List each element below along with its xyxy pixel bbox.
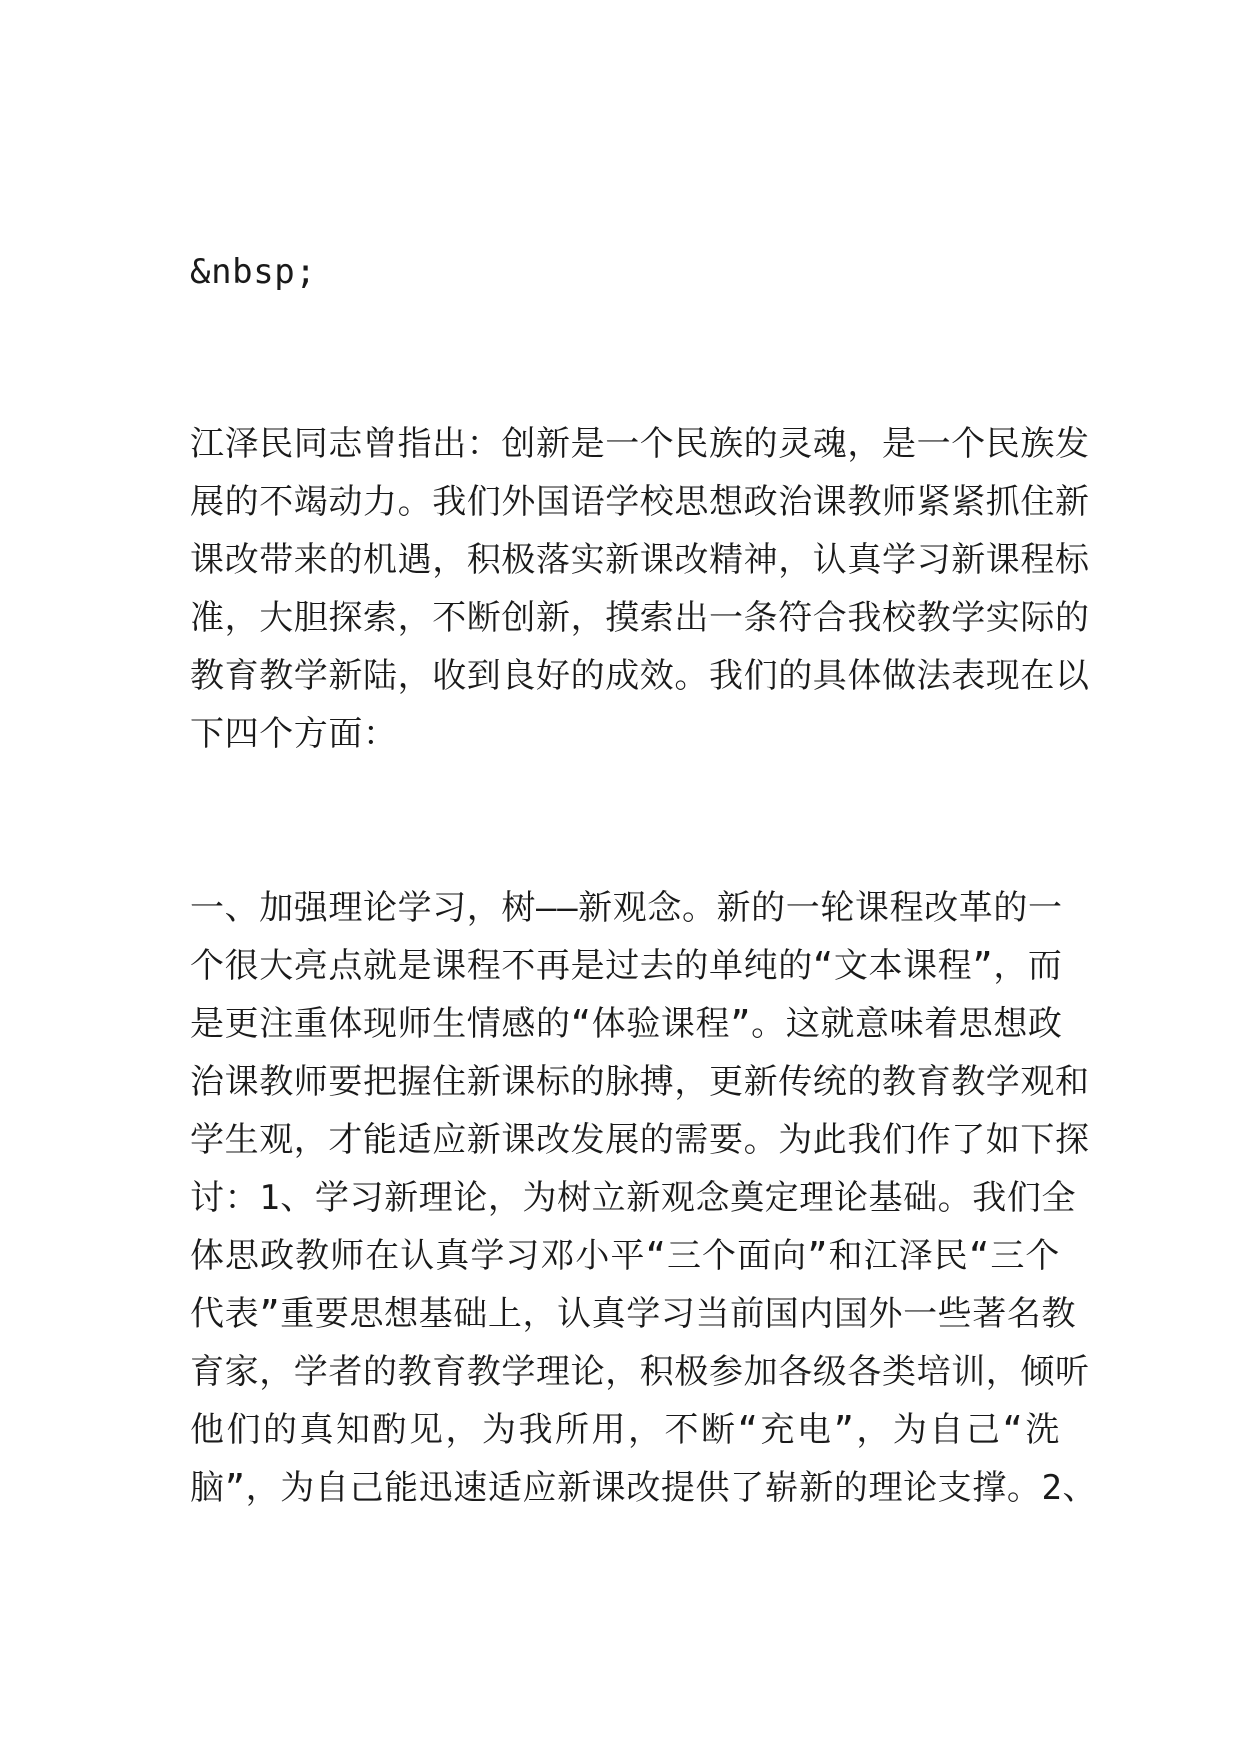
paragraph-line: 教育教学新陆，收到良好的成效。我们的具体做法表现在以 (190, 656, 1090, 696)
paragraph-line: 代表”重要思想基础上，认真学习当前国内国外一些著名教 (190, 1294, 1077, 1334)
paragraph-line: 讨：1、学习新理论，为树立新观念奠定理论基础。我们全 (190, 1178, 1077, 1218)
paragraph-line: 他们的真知酌见，为我所用，不断“充电”，为自己“洗 (190, 1410, 1060, 1450)
paragraph-line: 下四个方面： (190, 714, 398, 754)
nbsp-placeholder-text: &nbsp; (190, 252, 317, 292)
paragraph-line: 一、加强理论学习，树——新观念。新的一轮课程改革的一 (190, 888, 1063, 928)
paragraph-line: 课改带来的机遇，积极落实新课改精神，认真学习新课程标 (190, 540, 1090, 580)
paragraph-line: 江泽民同志曾指出：创新是一个民族的灵魂，是一个民族发 (190, 424, 1090, 464)
paragraph-line: 体思政教师在认真学习邓小平“三个面向”和江泽民“三个 (190, 1236, 1060, 1276)
paragraph-line: 准，大胆探索，不断创新，摸索出一条符合我校教学实际的 (190, 598, 1090, 638)
paragraph-line: 学生观，才能适应新课改发展的需要。为此我们作了如下探 (190, 1120, 1090, 1160)
paragraph-line: 治课教师要把握住新课标的脉搏，更新传统的教育教学观和 (190, 1062, 1090, 1102)
paragraph-line: 育家，学者的教育教学理论，积极参加各级各类培训，倾听 (190, 1352, 1090, 1392)
paragraph-line: 个很大亮点就是课程不再是过去的单纯的“文本课程”，而 (190, 946, 1063, 986)
paragraph-line: 展的不竭动力。我们外国语学校思想政治课教师紧紧抓住新 (190, 482, 1090, 522)
paragraph-line: 脑”，为自己能迅速适应新课改提供了崭新的理论支撑。2、 (190, 1468, 1098, 1508)
paragraph-line: 是更注重体现师生情感的“体验课程”。这就意味着思想政 (190, 1004, 1063, 1044)
